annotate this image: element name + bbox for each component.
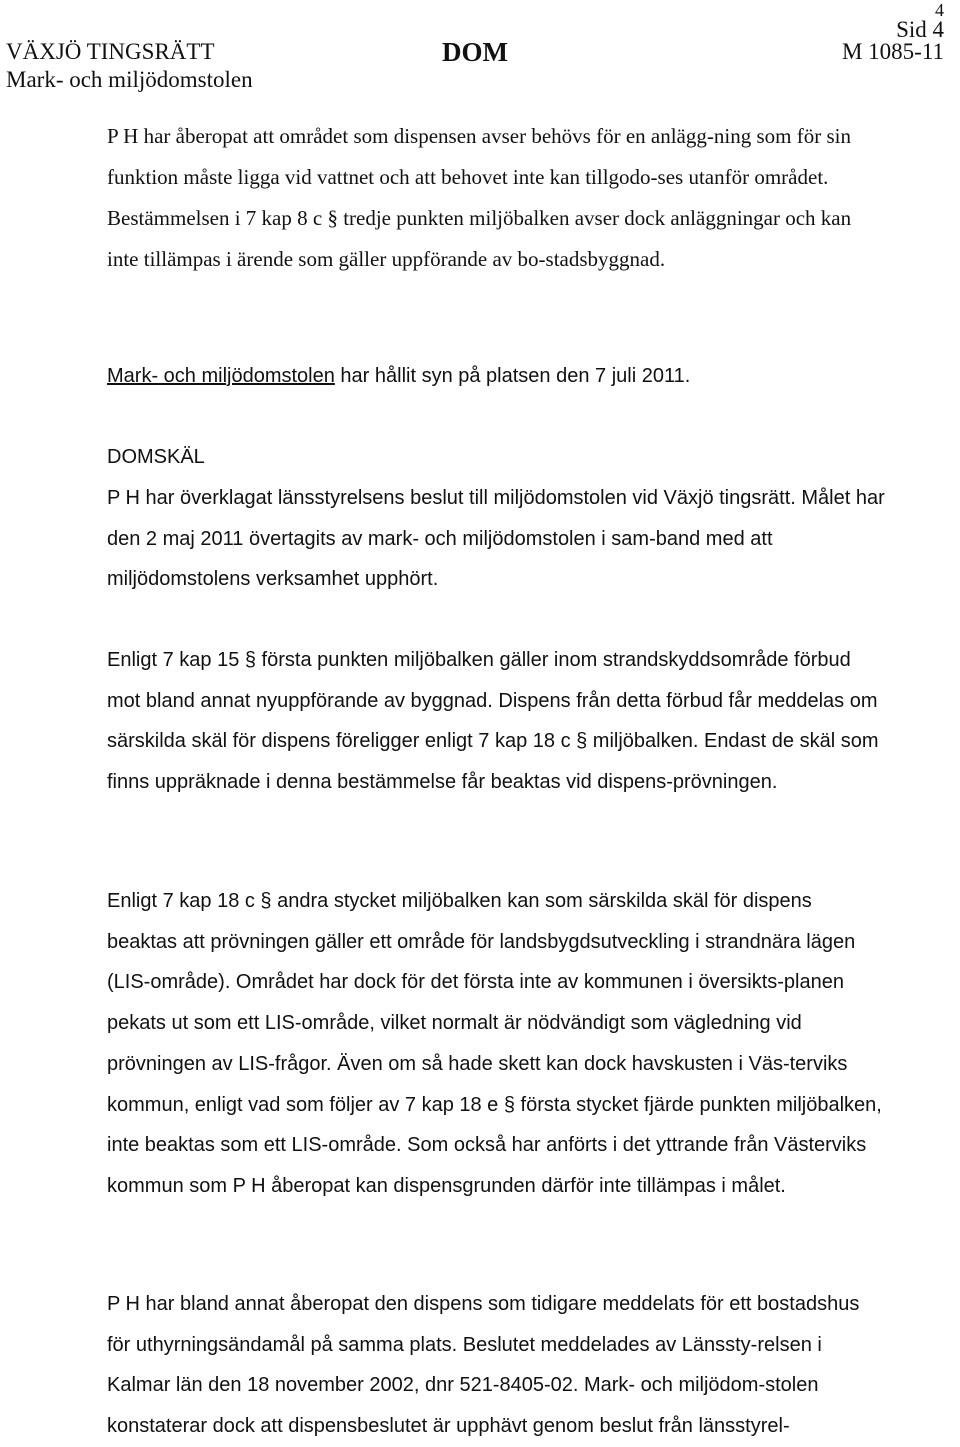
page-number: 4 [935, 0, 944, 20]
header-row-1 [6, 38, 944, 66]
document-header [6, 17, 944, 94]
paragraph-4: Enligt 7 kap 15 § första punkten miljöbalken gäller inom strandskyddsområde förbud mot bland annat nyuppförande av byggnad. Dispens från detta förbud får meddelas om särskilda skäl för dispens föreligger enligt 7 kap 18 c § miljöbalken. Endast de skäl som finns uppräknade i denna bestämmelse får beaktas vid dispens-prövningen. [107, 649, 879, 794]
paragraph-1: P H har åberopat att området som dispensen avser behövs för en anlägg-ning som för sin funktion måste ligga vid vattnet och att behovet inte kan tillgodo-ses utanför området. Bestämmelsen i 7 kap 8 c § tredje punkten miljöbalken avser dock anläggningar och kan inte tillämpas i ärende som gäller uppförande av bo-stadsbyggnad. [107, 124, 852, 271]
paragraph-2-rest: har hållit syn på platsen den 7 juli 2011. [334, 365, 691, 387]
document-type: DOM [442, 37, 508, 67]
paragraph-2 [107, 356, 887, 397]
paragraph-6: P H har bland annat åberopat den dispens som tidigare meddelats för ett bostadshus för uthyrningsändamål på samma plats. Beslutet meddelades av Länssty-relsen i Kalmar län den 18 november 2002, dnr 521-8405-02. Mark- och miljödom-stolen konstaterar dock att dispensbeslutet är upphävt genom beslut från länsstyrel- [107, 1293, 860, 1438]
section-heading: DOMSKÄL [107, 446, 205, 468]
court-link[interactable]: Mark- och miljödomstolen [107, 365, 335, 387]
paragraph-3: P H har överklagat länsstyrelsens beslut till miljödomstolen vid Växjö tingsrätt. Målet har den 2 maj 2011 övertagits av mark- och miljödomstolen i sam-band med att miljödomstolens verksamhet upphört. [107, 487, 885, 591]
page-label: Sid 4 [896, 17, 944, 42]
court-name: VÄXJÖ TINGSRÄTT [6, 39, 215, 64]
case-number: M 1085-11 [841, 39, 944, 64]
division-name: Mark- och miljödomstolen [6, 67, 253, 92]
paragraph-5: Enligt 7 kap 18 c § andra stycket miljöbalken kan som särskilda skäl för dispens beaktas att prövningen gäller ett område för landsbygdsutveckling i strandnära lägen (LIS-område). Området har dock för det första inte av kommunen i översikts-planen pekats ut som ett LIS-område, vilket normalt är nödvändigt som vägledning vid prövningen av LIS-frågor. Även om så hade skett kan dock havskusten i Väs-terviks kommun, enligt vad som följer av 7 kap 18 e § första stycket fjärde punkten miljöbalken, inte beaktas som ett LIS-område. Som också har anförts i det yttrande från Västerviks kommun som P H åberopat kan dispensgrunden därför inte tillämpas i målet. [107, 890, 882, 1197]
